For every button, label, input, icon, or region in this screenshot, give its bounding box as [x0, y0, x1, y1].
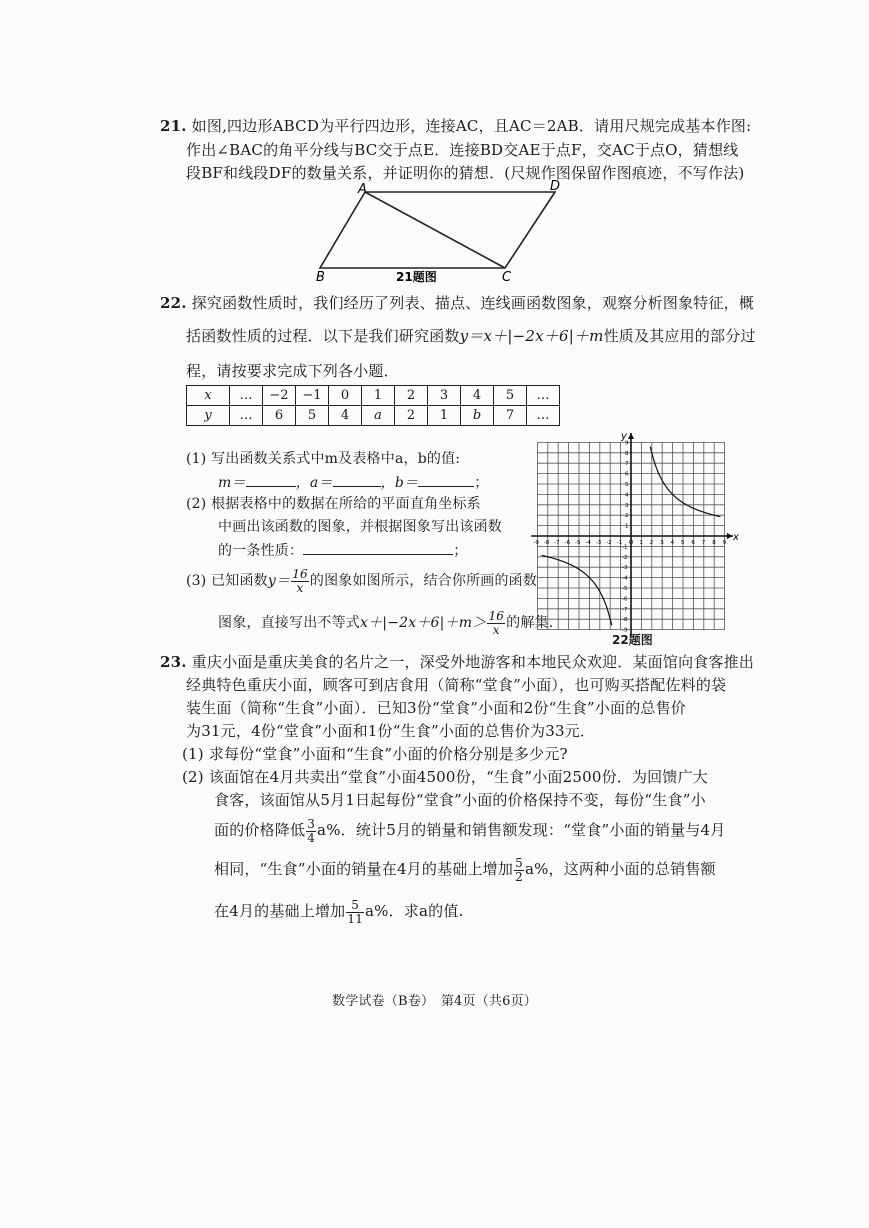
x-tick-label: -7 [554, 540, 560, 546]
q23-part2-l3: 面的价格降低 $\frac{3}{4}$ a%．统计5月的销量和销售额发现：“堂食”小面的销量与4月 [214, 816, 726, 845]
q21-line2: 作出∠BAC的角平分线与BC交于点E．连接BD交AE于点F，交AC于点O，猜想线 [186, 141, 739, 159]
q22-part2-l3: 的一条性质： ； [218, 540, 467, 561]
q21-label-c: C [502, 270, 512, 285]
q23-line4: 为31元，4份“堂食”小面和1份“生食”小面的总售价为33元． [186, 722, 596, 740]
y-tick-label: 8 [625, 450, 629, 457]
m-answer-blank[interactable] [246, 472, 296, 487]
x-tick-label: -5 [575, 540, 581, 546]
x-tick-label: 9 [722, 540, 727, 546]
q22-caption: 22题图 [612, 633, 653, 647]
curve-branch-positive [650, 447, 720, 517]
q23-line3: 装生面（简称“生食”小面）．已知3份“堂食”小面和2份“生食”小面的总售价 [186, 699, 687, 717]
x-tick-label: -9 [533, 540, 539, 546]
q21-line3: 段BF和线段DF的数量关系，并证明你的猜想．(尺规作图保留作图痕迹，不写作法) [186, 164, 745, 182]
y-tick-label: 4 [625, 492, 629, 499]
q21-line1: 21. 如图,四边形ABCD为平行四边形，连接AC，且AC＝2AB．请用尺规完成基本作图: [160, 117, 752, 135]
table-row: x … −2 −1 0 1 2 3 4 5 … [187, 386, 560, 406]
y-tick-label: 1 [625, 523, 629, 530]
q21-label-b: B [316, 270, 325, 285]
table-row: y … 6 5 4 a 2 1 b 7 … [187, 406, 560, 426]
y-tick-label: -5 [622, 586, 628, 592]
q22-line3: 程，请按要求完成下列各小题． [186, 362, 399, 380]
q22-coordinate-grid [528, 427, 738, 639]
q21-number: 21. [160, 117, 187, 135]
y-axis-arrow [628, 433, 634, 439]
y-tick-label: 2 [625, 513, 629, 520]
x-tick-label: 5 [681, 540, 685, 546]
y-axis-label: y [621, 431, 627, 443]
y-tick-label: 5 [625, 482, 629, 488]
q22-line2: 括函数性质的过程．以下是我们研究函数y＝x＋|−2x＋6|＋m性质及其应用的部分过 [186, 327, 756, 345]
property-answer-blank[interactable] [303, 540, 453, 555]
page-footer: 数学试卷（B卷） 第4页（共6页） [332, 994, 537, 1009]
x-tick-label: -1 [616, 540, 623, 546]
y-tick-label: -9 [622, 627, 628, 634]
q22-line1: 22. 探究函数性质时，我们经历了列表、描点、连线画函数图象，观察分析图象特征，概 [160, 294, 755, 312]
y-tick-label: 3 [625, 502, 629, 509]
q23-part2-l5: 在4月的基础上增加 $\frac{5}{11}$ a%．求a的值. [214, 897, 464, 926]
y-tick-label: -7 [622, 606, 628, 613]
y-tick-label: -4 [622, 575, 628, 582]
q22-value-table [186, 385, 560, 426]
q22-part3-l2: 图象，直接写出不等式x＋|−2x＋6|＋m＞ $\frac{16}{x}$ 的解集. [218, 608, 554, 637]
x-tick-label: 3 [660, 540, 664, 546]
q23-part2-l2: 食客，该面馆从5月1日起每份“堂食”小面的价格保持不变，每份“生食”小 [214, 791, 706, 809]
q22-part2-l2: 中画出该函数的图象，并根据图象写出该函数 [218, 519, 502, 535]
y-tick-label: 7 [625, 461, 629, 468]
x-tick-label: -3 [595, 540, 602, 546]
x-tick-label: 6 [691, 540, 695, 546]
q23-line1: 23. 重庆小面是重庆美食的名片之一，深受外地游客和本地民众欢迎．某面馆向食客推出 [160, 653, 755, 671]
x-tick-label: -4 [585, 540, 591, 546]
y-tick-label: 6 [625, 471, 629, 478]
q21-label-a: A [358, 182, 367, 197]
q21-label-d: D [550, 179, 561, 194]
q23-part2-l1: (2) 该面馆在4月共卖出“堂食”小面4500份，“生食”小面2500份．为回馈广大 [182, 768, 708, 786]
y-tick-label: -2 [622, 554, 628, 561]
y-tick-label: -3 [622, 565, 628, 572]
b-answer-blank[interactable] [418, 472, 474, 487]
q23-line2: 经典特色重庆小面，顾客可到店食用（简称“堂食”小面），也可购买搭配佐料的袋 [186, 676, 727, 694]
q22-part3-l1: (3) 已知函数y＝ $\frac{16}{x}$ 的图象如图所示，结合你所画的函数 [186, 566, 538, 595]
y-tick-label: -8 [622, 617, 628, 624]
y-tick-label: -1 [622, 544, 628, 551]
q21-caption: 21题图 [396, 270, 437, 284]
curve-branch-negative [542, 555, 612, 625]
x-tick-label: 1 [639, 540, 643, 546]
y-tick-label: 9 [625, 440, 629, 447]
q22-function: y＝x＋|−2x＋6|＋m [459, 327, 604, 345]
q22-number: 22. [160, 294, 187, 312]
y-tick-label: -6 [622, 596, 628, 603]
x-tick-label: 4 [670, 540, 675, 546]
x-tick-label: O [629, 540, 634, 546]
x-tick-label: -6 [564, 540, 571, 546]
x-tick-label: -8 [543, 540, 550, 546]
q22-part1: (1) 写出函数关系式中m及表格中a，b的值: [186, 451, 461, 467]
x-tick-label: 8 [712, 540, 716, 546]
x-tick-label: 7 [701, 540, 706, 546]
q23-number: 23. [160, 653, 187, 671]
q23-part1: (1) 求每份“堂食”小面和“生食”小面的价格分别是多少元? [182, 745, 568, 763]
q21-figure [310, 179, 570, 285]
q22-part2-l1: (2) 根据表格中的数据在所给的平面直角坐标系 [186, 496, 481, 512]
x-tick-label: -2 [606, 540, 612, 546]
q22-part1-blanks: m＝ ，a＝ ，b＝ ； [218, 472, 488, 493]
a-answer-blank[interactable] [333, 472, 381, 487]
x-tick-label: 2 [649, 540, 654, 546]
x-axis-label: x [733, 532, 739, 543]
q23-part2-l4: 相同，“生食”小面的销量在4月的基础上增加 $\frac{5}{2}$ a%，这两种小面的总销售额 [214, 855, 716, 884]
